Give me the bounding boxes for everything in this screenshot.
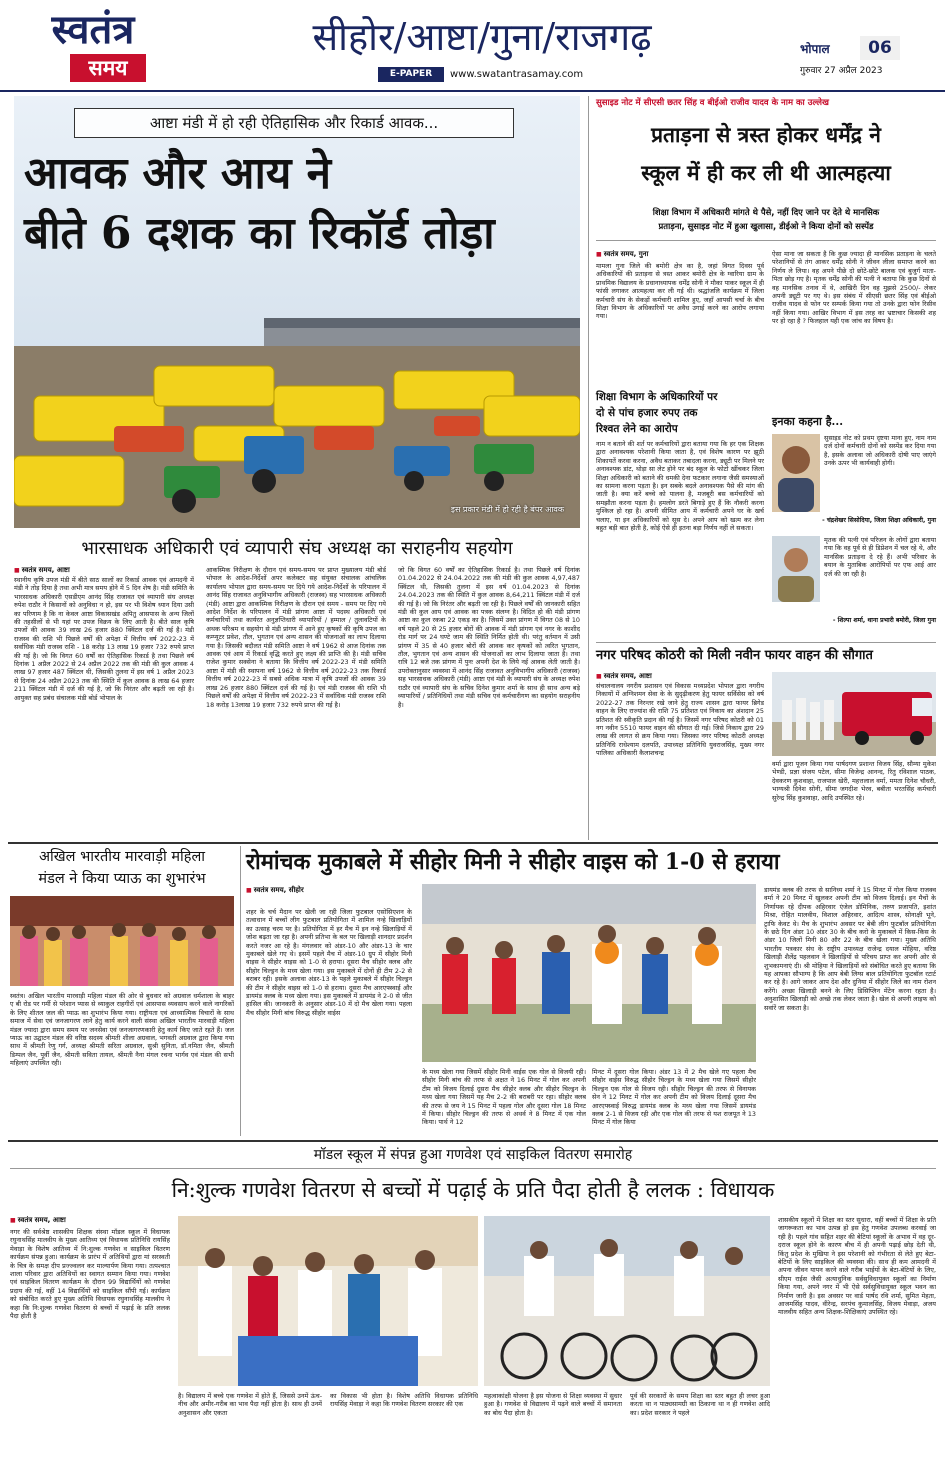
marwadi-headline-1: अखिल भारतीय मारवाड़ी महिला [38, 849, 206, 865]
suicide-headline-2: स्कूल में ही कर ली थी आत्महत्या [641, 160, 891, 185]
lead-headline-2: बीते 6 दशक का रिकॉर्ड तोड़ा [24, 208, 495, 259]
uniform-col-4: महत्वाकांक्षी योजना है इस योजना से शिक्षा व्यवस्था में सुधार हुआ है। गणवेश से विद्यालय में पढ़ने वाले बच्चों में समानता का बोध पैदा होता है। [484, 1392, 622, 1417]
fire-body: संचालनालय नगरीय प्रशासन एवं विकास मध्यप्रदेश भोपाल द्वारा नगरीय निकायों में अग्निशमन सेवा के के सुदृढ़ीकरण हेतु फायर सर्विसेस को वर्ष 2022-27 तक निरन्तर रखे जाने हेतु राज्य शासन द्वारा फायर ब्रिगेड वाहन के लिए राज्यांश की राशि 75 प्रतिशत एवं निकाय का अंशदान 25 प्रतिशत की स्वीकृति प्रदान की गई है। जिसमें नगर परिषद कोठरी को 01 नग नवीन 5510 फायर वाहन की सौगात दी गई। जिसे निकाय द्वारा 29 लाख की लागत से क्रय किया गया। जिसका नगर परिषद कोठरी अध्यक्ष प्रतिनिधि राधेश्याम दलपति, उपाध्यक्ष प्रतिनिधि युवराजसिंह, मुख्य नगर पालिका अधिकारी कैलाशचन्द्र [596, 682, 764, 758]
fire-headline: नगर परिषद कोठरी को मिली नवीन फायर वाहन की सौगात [596, 648, 873, 663]
suicide-subhead-3: रिश्वत लेने का आरोप [596, 423, 678, 435]
football-photo [422, 884, 756, 1062]
marwadi-headline-2: मंडल ने किया प्याऊ का शुभारंभ [38, 871, 206, 887]
suicide-headline-1: प्रताड़ना से त्रस्त होकर धर्मेंद्र ने [651, 122, 881, 147]
epaper-label: E-PAPER [378, 67, 444, 82]
website-link[interactable]: www.swatantrasamay.com [450, 69, 584, 80]
uniform-headline: नि:शुल्क गणवेश वितरण से बच्चों में पढ़ाई के प्रति पैदा होती है ललक : विधायक [171, 1178, 775, 1202]
lead-story [14, 96, 580, 838]
uniform-col-1: नगर की सर्वश्रेष्ठ शासकीय शिक्षक संस्था मॉडल स्कूल में विधायक रघुनाथसिंह मालवीय के मुख्य आतिथ्य एवं विधायक प्रतिनिधि रायसिंह मेवाड़ा के विशेष आतिथ्य में नि:शुल्क गणवेश व साइकिल वितरण कार्यक्रम संपन्न हुआ। कार्यक्रम के प्रारंभ में अतिथियों द्वारा मां सरस्वती के चित्र के समक्ष दीप प्रज्ज्वलन कर माल्यार्पण किया गया। तत्पश्चात शाला परिवार द्वारा अतिथियों का स्वागत सम्मान किया गया। गणवेश एवं साइकिल वितरण कार्यक्रम के दौरान 99 विद्यार्थियों को गणवेश प्रदाय की गई, वहीं 14 विद्यार्थियों को साइकिल सौंपी गई। कार्यक्रम को संबोधित करते हुए मुख्य अतिथि विधायक रघुनाथसिंह मालवीय ने कहा कि नि:शुल्क गणवेश वितरण से बच्चों में पढ़ाई के प्रति ललक पैदा होती है [10, 1228, 170, 1321]
deo-portrait [772, 434, 820, 512]
football-story [246, 846, 936, 1136]
uniform-byline: ■ स्वतंत्र समय, आष्टा [10, 1216, 170, 1225]
suicide-col-1a: मामला गुना जिले की बमोरी क्षेत्र का है, जहां विगत दिवस पूर्व अधिकारियों की प्रताड़ना से त्रस्त आकर बमोरी क्षेत्र के ग्वारिया ग्राम के प्राथमिक विद्यालय के प्रधानाध्यापक धर्मेंद्र सोनी ने मौका पाकर स्कूल में ही फांसी लगाकर आत्महत्या कर ली गई थी। श्रद्धांजलि कार्यक्रम में जिला कर्मचारी संघ के सेकड़ों कर्मचारी शामिल हुए, जहाँ आपसी चर्चा के बीच शिक्षा विभाग के अधिकारियों पर अवैध उगाई करने का आरोप लगाया गया। [596, 262, 764, 321]
quote-2-attribution: - शिल्पा शर्मा, थाना प्रभारी बमोरी, जिला गुना [832, 617, 936, 624]
suicide-byline: ■ स्वतंत्र समय, गुना [596, 250, 764, 259]
uniform-col-6: शासकीय स्कूलों में शिक्षा का स्तर सुधारा, वहीं बच्चों में शिक्षा के प्रति जागरूकता का भाव उत्पन्न हो इस हेतु गणवेश उपलब्ध करवाई जा रही है। पहले गांव सहित शहर की बेटियां स्कूलों के अभाव में वह दूर-दराज स्कूल होने के कारण बीच में ही अपनी पढ़ाई छोड़ देती थी, किंतु प्रदेश के मुखिया ने इस परेशानी को गंभीरता से लेते हुए बेटा-बेटियों के लिए साइकिल की व्यवस्था की। साथ ही कम आमदनी में अपना जीवन यापन करने वाले गरीब भाईयों के बेटा-बेटियों के लिए, सीएम राईस जैसी अत्याधुनिक सर्वसुविधायुक्त स्कूलों का निर्माण किया गया, अपने नगर में भी ऐसे सर्वसुविधायुक्त स्कूल भवन का निर्माण जारी है। इस अवसर पर वार्ड पार्षद रवि शर्मा, सुमित मेहता, आजमसिंह यादव, वीरेन्द्र, सरपंच कुमालसिंह, विजय मेवाड़ा, अजय मालवीय सहित अन्य शिक्षक-शिक्षिकाएं उपस्थित रहे। [778, 1216, 936, 1317]
lead-col-1: स्थानीय कृषि उपज मंडी में बीते साठ सालों का रिकार्ड आवक एवं आमदनी में मंडी ने तोड़ दिया है तथा अभी मात्र समय होने में 5 दिन शेष है। मंडी समिति के भारसाधक अधिकारी एसडीएम आनंद सिंह राजावत एवं व्यापारी संघ अध्यक्ष रुपेश राठौर ने किसानों को अनुविधा न हो, इस पर भी विशेष ध्यान दिया उसी का परिणाम है कि ना केवल आष्टा विकासखंड अपितु आसपास के अन्य जिलों की तहसीलों से भी यहां पर उपज विक्रय के लिए आती है। बीते साल कृषि उपजों की आवक 39 लाख 26 हजार 880 क्विंटल दर्ज की गई है। मंडी राजस्व की राशि भी पिछले वर्षों की अपेक्षा में वित्तीय वर्ष 2022-23 में सर्वाधिक मंडी राजस्व राशि - 18 करोड़ 13 लाख 19 हजार 732 रुपये प्राप्त की गई है। जो कि विगत 60 वर्षों का ऐतिहासिक रिकार्ड है तथा पिछले वर्ष दिनांक 1 अप्रैल 2022 से 24 अप्रैल 2022 तक की मंडी की कुल आवक 4 लाख 97 हजार 487 क्विंटल थी, जिसकी तुलना में इस वर्ष 1 अप्रैल 2023 से दिनांक 24 अप्रैल 2023 तक की स्थिति में कुल आवक 8 लाख 64 हजार 211 क्विंटल मंडी में दर्ज की गई है, जो कि निरंतर और बढ़ती जा रही है। आयुक्त सह प्रबंध संचालक मंडी बोर्ड भोपाल के [14, 576, 194, 702]
quotes-heading: इनका कहना है... [772, 415, 844, 428]
suicide-kicker: सुसाइड नोट में सीएसी छतर सिंह व बीईओ राजीव यादव के नाम का उल्लेख [596, 98, 829, 108]
football-byline: ■ स्वतंत्र समय, सीहोर [246, 886, 412, 895]
suicide-col-1b: नाम न बताने की शर्त पर कर्मचारियों द्वारा बताया गया कि हर एक शिक्षक द्वारा अनावश्यक परेशानी किया जाता है, एवं विशेष कारण पर झूठी शिकायतें करवा करना, अवैध बताकर तबादला करना, ड्यूटी पर मिलने पर अनावश्यक डांट, थोड़ा सा लेट होने पर बंद स्कूल के फोटो खींचकर जिला शिक्षा अधिकारी को बताने की धमकी देना फटकार लगाना जैसी समस्याओं का सामना करना पड़ता है। इन सबके बदले अनावश्यक पैसे की मांग की जाती है। क्या करें बच्चे को पालना है, मजबूरी बस कर्मचारियों को समझौता करना पड़ता है। हमलोग डरते बिगाड़े हुए हैं कि नौकरी करना मुश्किल हो रहा है। अपनी सीमित आय में कर्मचारी अपने घर के खर्च चलाए, या इन अधिकारियों को सूस दे। अपने आप को खत्म कर लेना बहुत बड़ी बात होती है, कोई ऐसे ही इतना बड़ा निर्णय नहीं ले सकता। [596, 440, 764, 533]
quote-2: मृतक की पत्नी एवं परिजन के लोगों द्वारा बताया गया कि वह पूर्व से ही डिप्रेशन में चल रहे थे, और मानसिक प्रताड़ना दे रहे हैं। अभी परिवार के बयान के मुताबिक आरोपियों पर एफ आई आर दर्ज की जा रही है। [824, 536, 936, 578]
lead-kicker: आष्टा मंडी में हो रही ऐतिहासिक और रिकार्ड आवक... [149, 114, 439, 132]
lead-photo-caption: इस प्रकार मंडी में हो रही है बंपर आवक [451, 505, 564, 514]
suicide-subhead-1: शिक्षा विभाग के अधिकारियों पर [596, 391, 718, 403]
football-award-image [422, 884, 756, 1062]
suicide-subhead-2: दो से पांच हजार रुपए तक [596, 407, 698, 419]
uniform-photo-2 [484, 1216, 770, 1386]
uniform-col-5: पूर्व की सरकारों के समय शिक्षा का स्तर बहुत ही लचर हुआ करता था न पाठ्यसामग्री का ठिकाना था न ही गणवेश आदि का। प्रदेश सरकार ने पहले [630, 1392, 770, 1417]
page-number: 06 [860, 36, 900, 60]
football-col-1: शहर के चर्च मैदान पर खेली जा रही जिला फुटबाल एसोसिएशन के तत्वाधान में बच्चों लीग फुटबाल प्रतियोगिता में शामिल नन्हे खिलाड़ियों का उत्साह चरम पर है। प्रतियोगिता में हर मैच में इन नन्हे खिलाड़ियों में जोश बढ़ता जा रहा है। अपनी प्रतिभा के बल पर खिलाड़ी शानदार प्रदर्शन करते नजर आ रहे है। मंगलवार को अंडर-10 और अंडर-13 के चार मुकाबले खेले गए थे। इसमें पहले मैच में अंडर-10 ग्रुप में सीहोर मिनी वाइस ने सीहोर वाइस को 1-0 से हराया। दूसरा मैच सीहोर क्लब और सीहोर चिल्ड्रन के मध्य खेला गया। इस मुकाबले में दोनों ही टीम 2-2 से बराबर रही। इसके अलावा अंडर-13 के पहले मुकाबले में सीहोर चिल्ड्रन की टीम ने सीहोर वाइस को 1-0 से हराया। दूसरा मैच आरएफ्स्वाई और डायमंड क्लब के मध्य खेला गया। इस मुकाबले में डायमंड ने 2-0 से जीत हासिल की। जानकारी के अनुसार अंडर-10 में दो मैच खेला गया। पहला मैच सीहोर मिनी बांच विरुद्ध सीहोर वाईस [246, 908, 412, 1017]
fire-caption: वर्मा द्वारा पूजन किया गया पार्षदगण प्रशान्त विजय सिंह, सौम्या मुकेश भेण्डी, प्रज्ञा संजय पटेल, सीमा विजेन्द्र आनन्द, रितु रविशाल पाठक, देवकरण कुशवाहा, राजपाल खेरी, महत्तलाल वर्मा, ममता दिनेश चौधरी, भाग्यश्री दिनेश सोनी, सीमा जगदीश भेरव, बबीता भरतसिंह कर्मचारी सुरेन्द्र सिंह कुशवाहा, आदि उपस्थित रहे। [772, 760, 936, 802]
fire-truck-image [772, 672, 936, 756]
fire-story [596, 646, 936, 838]
uniform-photo-1 [178, 1216, 478, 1386]
lead-kicker-box [74, 108, 514, 138]
lead-byline: ■ स्वतंत्र समय, आष्टा [14, 566, 194, 575]
police-photo [772, 536, 820, 602]
marwadi-group-image [10, 896, 234, 986]
uniform-distribution-image [178, 1216, 478, 1386]
lead-headline-1: आवक और आय ने [24, 148, 332, 199]
lead-col-2: आकस्मिक निरीक्षण के दौरान एवं समय-समय पर प्राप्त मुख्यालय मंडी बोर्ड भोपाल के आदेश-निर्देशों अपर कलेक्टर सह संयुक्त संचालक आंचलिक कार्यालय भोपाल द्वारा समय-समय पर दिये गये आदेश-निर्देशों के परिपालन में आनंद सिंह राजावत अनुविभागीय अधिकारी (राजस्व) सह भारसाधक अधिकारी (मंडी) आष्टा द्वारा आकस्मिक निरीक्षण के दौरान एवं समय - समय पर दिए गये आदेश निर्देश के परिपालन में मंडी प्रांगण आष्टा में पदस्थ अधिकारी एवं कर्मचारियों तथा कार्यरत अनुज्ञप्तिधारी व्यापारियों / हम्माल / तुलावटियों के अथक परिश्रम व सहयोग से मंडी प्रांगण में आने हुए कृषकों की कृषि उपज का कम्प्यूटर प्रवेश, तौल, भुगतान एवं अन्य शासन की योजनाओं का लाभ दिलाया गया है। जिसकी बदौलत मंडी समिति आष्टा ने वर्ष 1962 से आज दिनांक तक आवक एवं आय में रिकार्ड वृद्धि करते हुए लक्ष्य की प्राप्ति की है। मंडी सचिव राजेश कुमार सक्सेना ने बताया कि वित्तीय वर्ष 2022-23 में मंडी समिति आष्टा में मंडी की स्थापना वर्ष 1962 से वित्तीय वर्ष 2022-23 तक रिकार्ड वित्तीय वर्ष 2022-23 में सबसे अधिक मात्रा में कृषि उपजों की आवक 39 लाख 26 हजार 880 क्विंटल दर्ज की गई है। एवं मंडी राजस्व की राशि भी पिछले वर्षों की अपेक्षा में वित्तीय वर्ष 2022-23 में सर्वाधिक मंडी राजस्व राशि 18 करोड़ 13लाख 19 हजार 732 रुपये प्राप्त की गई है। [206, 566, 386, 709]
logo-top-text: स्वतंत्र [51, 6, 135, 53]
uniform-col-3: का विकास भी होता है। विशेष अतिथि विधायक प्रतिनिधि रायसिंह मेवाड़ा ने कहा कि गणवेश वितरण सरकार की एक [330, 1392, 478, 1409]
quote-1-attribution: - चंद्रशेखर सिसोदिया, जिला शिक्षा अधिकारी, गुना [822, 517, 936, 524]
lead-subhead: भारसाधक अधिकारी एवं व्यापारी संघ अध्यक्ष का सराहनीय सहयोग [81, 538, 513, 559]
uniform-col-2: है। विद्यालय में बच्चे एक गणवेश में होते हैं, जिससे उनमें ऊंच-नीच और अमीर-गरीब का भाव पैदा नहीं होता है। साथ ही उनमें अनुशासन और एकता [178, 1392, 322, 1417]
masthead [0, 0, 945, 90]
issue-date: गुरुवार 27 अप्रैल 2023 [800, 66, 883, 76]
cycle-distribution-image [484, 1216, 770, 1386]
uniform-kicker: मॉडल स्कूल में संपन्न हुआ गणवेश एवं साइकिल वितरण समारोह [313, 1147, 633, 1163]
marwadi-story [10, 846, 234, 1132]
section-title: सीहोर/आष्टा/गुना/राजगढ़ [312, 15, 652, 59]
quote-1: सुसाइड नोट को प्रथम दृष्टया माना हुए, नाम नाम दर्ज दोनों कर्मचारी दोनों को सस्पेंड कर दिया गया है, इसके अलावा जो अधिकारी दोषी पाए जाएंगे उनके ऊपर भी कार्यवाही होगी। [824, 434, 936, 468]
logo [28, 8, 158, 84]
suicide-deck-1: शिक्षा विभाग में अधिकारी मांगते थे पैसे, नहीं दिए जाने पर देते थे मानसिक [652, 207, 880, 217]
football-col-3: मिनट में दूसरा गोल किया। अंडर 13 में 2 मैच खेले गए पहला मैच सीहोर वाईस विरुद्ध सीहोर चिल्ड्रन के मध्य खेला गया जिसमें सीहोर चिल्ड्रन एक गोल से विजय रही। सीहोर चिल्ड्रन की तरफ से विनायक सेन ने 12 मिनट में गोल कर अपनी टीम को विजय दिलाई दूसरा मैच आरएफ्स्वाई विरुद्ध डायमंड क्लब के मध्य खेला गया जिसमें डायमंड क्लब 2-1 से विजय रही और एक गोल की तरफ से यश राजपूत ने 13 मिनट में गोल किया [592, 1068, 756, 1127]
fire-byline: ■ स्वतंत्र समय, आष्टा [596, 672, 764, 681]
suicide-deck-2: प्रताड़ना, सुसाइड नोट में हुआ खुलासा, डीईओ ने किया दोनों को सस्पेंड [658, 221, 874, 231]
city-label: भोपाल [800, 42, 830, 56]
police-portrait [772, 536, 820, 602]
uniform-story [10, 1144, 936, 1464]
marwadi-body: स्वतंत्र। अखिल भारतीय मारवाड़ी महिला मंडल की ओर से बुधवार को अग्रवाल धर्मशाला के बाहर ए बी रोड पर गर्मी से परेशान प्यास से व्याकुल राहगीरों एवं आसपास व्यवसाय करने वाले नागरिकों के लिए शीतल जल की प्याऊ का शुभारंभ किया गया। राष्ट्रीयता एवं आध्यात्मिक विचारों के साथ समाज में सेवा एवं जनजागरण लाने हेतु कार्य करने वाली संस्था अखिल भारतीय मारवाड़ी महिला मंडल ज्यादा द्वारा समय समय पर जनसेवा एवं जनजागरणकारी हेतु कार्य किए जाते रहते हैं। जल प्याऊ का उद्घाटन मंडल की वरिष्ठ सदस्य श्रीमती शीला अग्रवाल, भगवती अग्रवाल द्वारा किया गया साथ में श्रीमती रेणु गर्ग, अध्यक्ष श्रीमती सरिता अग्रवाल, सुश्री सुनिता, डॉ.नमिता जैन, श्रीमती डिम्पल जैन, पूर्वी जैन, श्रीमती सविता तायल, श्रीमती नैना मंगल रचना भार्गव एवं मंडल की सभी महिलाएं उपस्थित रही। [10, 992, 234, 1068]
marwadi-photo [10, 896, 234, 986]
lead-col-3: जो कि विगत 60 वर्षों का ऐतिहासिक रिकार्ड है। तथा पिछले वर्ष दिनांक 01.04.2022 से 24.04.2022 तक की मंडी की कुल आवक 4,97,487 क्विंटल थी, जिसकी तुलना में इस वर्ष 01.04.2023 से दिनांक 24.04.2023 तक की स्थिति में कुल आवक 8,64,211 क्विंटल मंडी में दर्ज की गई है। जो कि निरंतर और बढ़ती जा रही है। पिछले वर्षों की जानकारी सहित मंडी की कुल आय एवं आवक का पत्रक संलग्न है। विदित हो की मंडी प्रांगण आष्टा का कुल रकबा 22 एकड़ का है। जिसमें उक्त प्रांगण में विगत 08 से 10 वर्ष पहले 20 से 25 हजार बोरों की आवक में मंडी प्रांगण एवं नगर के काशीद रोड मार्ग पर 24 घण्टे जाम की स्थिति निर्मित होती थी। परंतु वर्तमान में उसी प्रांगण में 35 से 40 हजार बोरों की आवक कर कृषकों को त्वरित भुगतान, तौल, भुगतान एवं अन्य शासन की योजनाओं का लाभ दिलाया जाता है। तथा रात्रि 12 बजे तक प्रांगण में पुनः अपनी देश के लिये नई आवक लेती जाती है। उपरोक्तानुसार व्यवस्था में आनंद सिंह राजावत अनुविभागीय अधिकारी (राजस्व) सह भारसाधक अधिकारी (मंडी) आष्टा एवं मंडी के व्यापारी संघ के अध्यक्ष रुपेश राठौर एवं व्यापारी संघ के सचिव दिनेश कुमार शर्मा के साथ ही साथ अन्य बड़े व्यापारियों / प्रतिनिधियों तथा मंडी सचिव एवं कर्मचारीगण का सहयोग सराहनीय है। [398, 566, 580, 709]
suicide-col-2a: ऐसा माना जा सकता है कि कुछ ज्यादा ही मानसिक प्रताड़ना के चलते परेशानियों से तंग आकर धर्मेंद्र सोनी ने जीवन लीला समाप्त करने का निर्णय ले लिया। वह अपने पीछे दो छोटे-छोटे बालक एवं बुजुर्ग माता-पिता छोड़ गए है। मृतक धर्मेंद्र सोनी की पत्नी ने बताया कि कुछ दिनों से वह मानसिक तनाव में थे, आखिरी दिन वह मुझसे 2500/- लेकर अपनी ड्यूटी पर गए थे। इस संबंध में सीएसी छतर सिंह एवं बीईओ राजीव यादव से फोन पर सम्पर्क किया गया तो उनके द्वारा फोन रिसीव नहीं किया गया। आखिर विभाग में इस तरह का भ्रष्टाचार किसकी शह पर हो रहा है ? फिलहाल यही एक जांच का विषय है। [772, 250, 936, 326]
suicide-story [596, 96, 936, 636]
fire-truck-photo [772, 672, 936, 756]
football-col-2: के मध्य खेला गया जिसमें सीहोर मिनी वाईस एक गोल से विजयी रही। सीहोर मिनी बांच की तरफ से अक्षत ने 16 मिनट में गोल कर अपनी टीम को विजय दिलाई दूसरा मैच सीहोर क्लब और सीहोर चिल्ड्रन के मध्य खेला गया जिसमें यह मैच 2-2 की बराबरी पर रहा। सीहोर क्लब की तरफ से जय ने 15 मिनट में पहला गोल और दूसरा गोल 18 मिनट में किया। सीहोर चिल्ड्रन की तरफ से अथर्व ने 8 मिनट में एक गोल किया। पार्थ ने 12 [422, 1068, 586, 1127]
football-headline: रोमांचक मुकाबले में सीहोर मिनी ने सीहोर वाइस को 1-0 से हराया [246, 849, 780, 875]
football-col-4: डायमंड क्लब की तरफ से सानिध्य शर्मा ने 15 मिनट में गोल किया राजक्व वर्मा ने 20 मिनट में खुलकर अपनी टीम को विजय दिलाई। इन मैचों के निर्णायक रहे दीपक अहिरवार एंजेल डोमिनिक, तरुण प्रजापति, इशांत मिश्रा, रोहित मालवीय, विशाल अहिरवार, आदित्य शास्त्र, सोनाक्षी भूने, ट्राफि केवट थे। मैच के शुभारंभ अवसर पर बेबी लीग फुटबॉल प्रतियोगिता के छठे दिन अंडर 10 अंडर 30 के बीच करो के मुकाबले में किस-किस के अंडर 10 जिलों मिनी 80 और 22 के बीच खेला गया। मुख्य अतिथि भारतीय पत्रकार संघ के राष्ट्रीय उपाध्यक्ष राजेन्द्र दयाल मोहिया, वरिष्ठ खिलाड़ी शैलेंद्र पहलवान ने खिलाड़ियों से परिचय प्राप्त कर अपनी ओर से शुभकामनाएं दी। श्री मोहिया ने खिलाड़ियों को संबोधित करते हुए बताया कि यह आपका सौभाग्य है कि आप बेबी लिग्स बाल प्रतियोगिता फुटबॉल रटार्ट कर रहे है। आगे जाकर आप देश और दुनिया में सीहोर जिले का नाम रोशन करेंगे। अच्छा खिलाड़ी बनने के लिए डिसिप्लिन मेंटेन करना रहता है। अनुशासित खिलाड़ी को अच्छे तक लेकर जाता है। खेल से अपनी लाइफ को सवांरें जा सकता है। [764, 886, 936, 1012]
deo-photo [772, 434, 820, 512]
logo-bottom-text: समय [70, 54, 146, 82]
